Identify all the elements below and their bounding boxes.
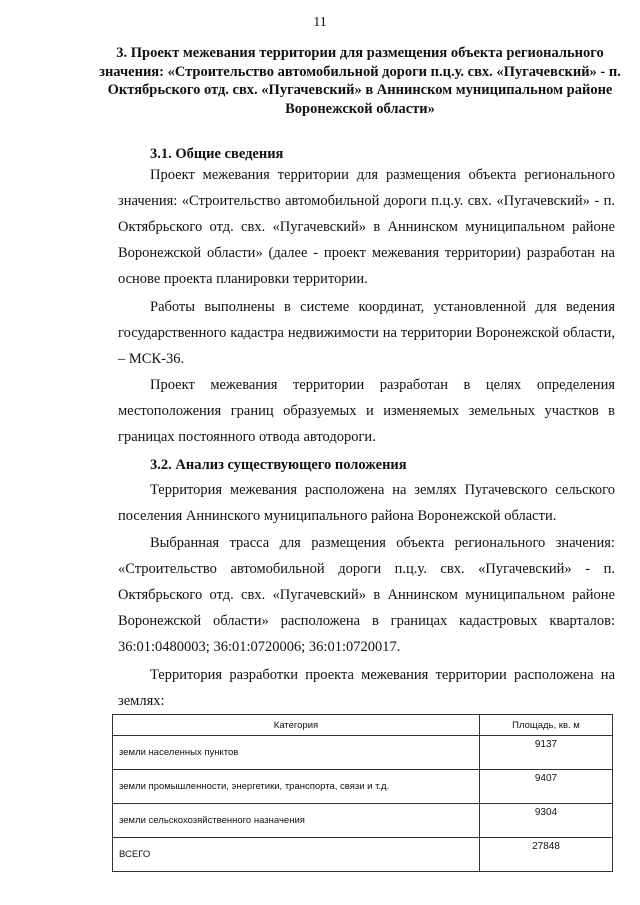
- area-cell: 9137: [480, 736, 613, 770]
- table-row: [113, 770, 613, 804]
- column-header-category: Категория: [113, 715, 480, 736]
- land-category-table: [112, 714, 613, 872]
- category-cell: земли сельскохозяйственного назначения: [113, 804, 480, 838]
- total-area-cell: 27848: [480, 838, 613, 872]
- table-row: [113, 736, 613, 770]
- paragraph-analysis-1: Территория межевания расположена на землях Пугачевского сельского поселения Аннинского муниципального района Воронежской области.: [118, 482, 615, 524]
- paragraph-general-3: Проект межевания территории разработан в целях определения местоположения границ образуемых и изменяемых земельных участков в границах постоянного отвода автодороги.: [118, 377, 615, 445]
- paragraph-analysis-2: Выбранная трасса для размещения объекта регионального значения: «Строительство автомобильной дороги п.ц.у. свх. «Пугачевский» - п. Октябрьского отд. свх. «Пугачевский» в Аннинском муниципальном районе Воронежской области» расположена в границах кадастровых кварталов: 36:01:0480003; 36:01:0720006; 36:01:0720017.: [118, 535, 615, 655]
- table-header-row: [113, 715, 613, 736]
- area-cell: 9304: [480, 804, 613, 838]
- paragraph-analysis-3: Территория разработки проекта межевания территории расположена на землях:: [118, 667, 615, 709]
- section-heading-general: 3.1. Общие сведения: [150, 146, 284, 162]
- category-cell: земли населенных пунктов: [113, 736, 480, 770]
- total-label-cell: ВСЕГО: [113, 838, 480, 872]
- page-number: 11: [313, 15, 327, 30]
- paragraph-general-1: Проект межевания территории для размещения объекта регионального значения: «Строительство автомобильной дороги п.ц.у. свх. «Пугачевский» - п. Октябрьского отд. свх. «Пугачевский» в Аннинском муниципальном районе Воронежской области» (далее - проект межевания территории) разработан на основе проекта планировки территории.: [118, 167, 615, 287]
- document-title: 3. Проект межевания территории для размещения объекта регионального значения: «Строительство автомобильной дороги п.ц.у. свх. «Пугачевский» - п. Октябрьского отд. свх. «Пугачевский» в Аннинском муниципальном районе Воронежской области»: [99, 45, 621, 117]
- section-heading-analysis: 3.2. Анализ существующего положения: [150, 457, 407, 473]
- column-header-area: Площадь, кв. м: [480, 715, 613, 736]
- category-cell: земли промышленности, энергетики, транспорта, связи и т.д.: [113, 770, 480, 804]
- area-cell: 9407: [480, 770, 613, 804]
- table-row: [113, 804, 613, 838]
- table-row-total: [113, 838, 613, 872]
- paragraph-general-2: Работы выполнены в системе координат, установленной для ведения государственного кадастра недвижимости на территории Воронежской области, – МСК-36.: [118, 299, 615, 367]
